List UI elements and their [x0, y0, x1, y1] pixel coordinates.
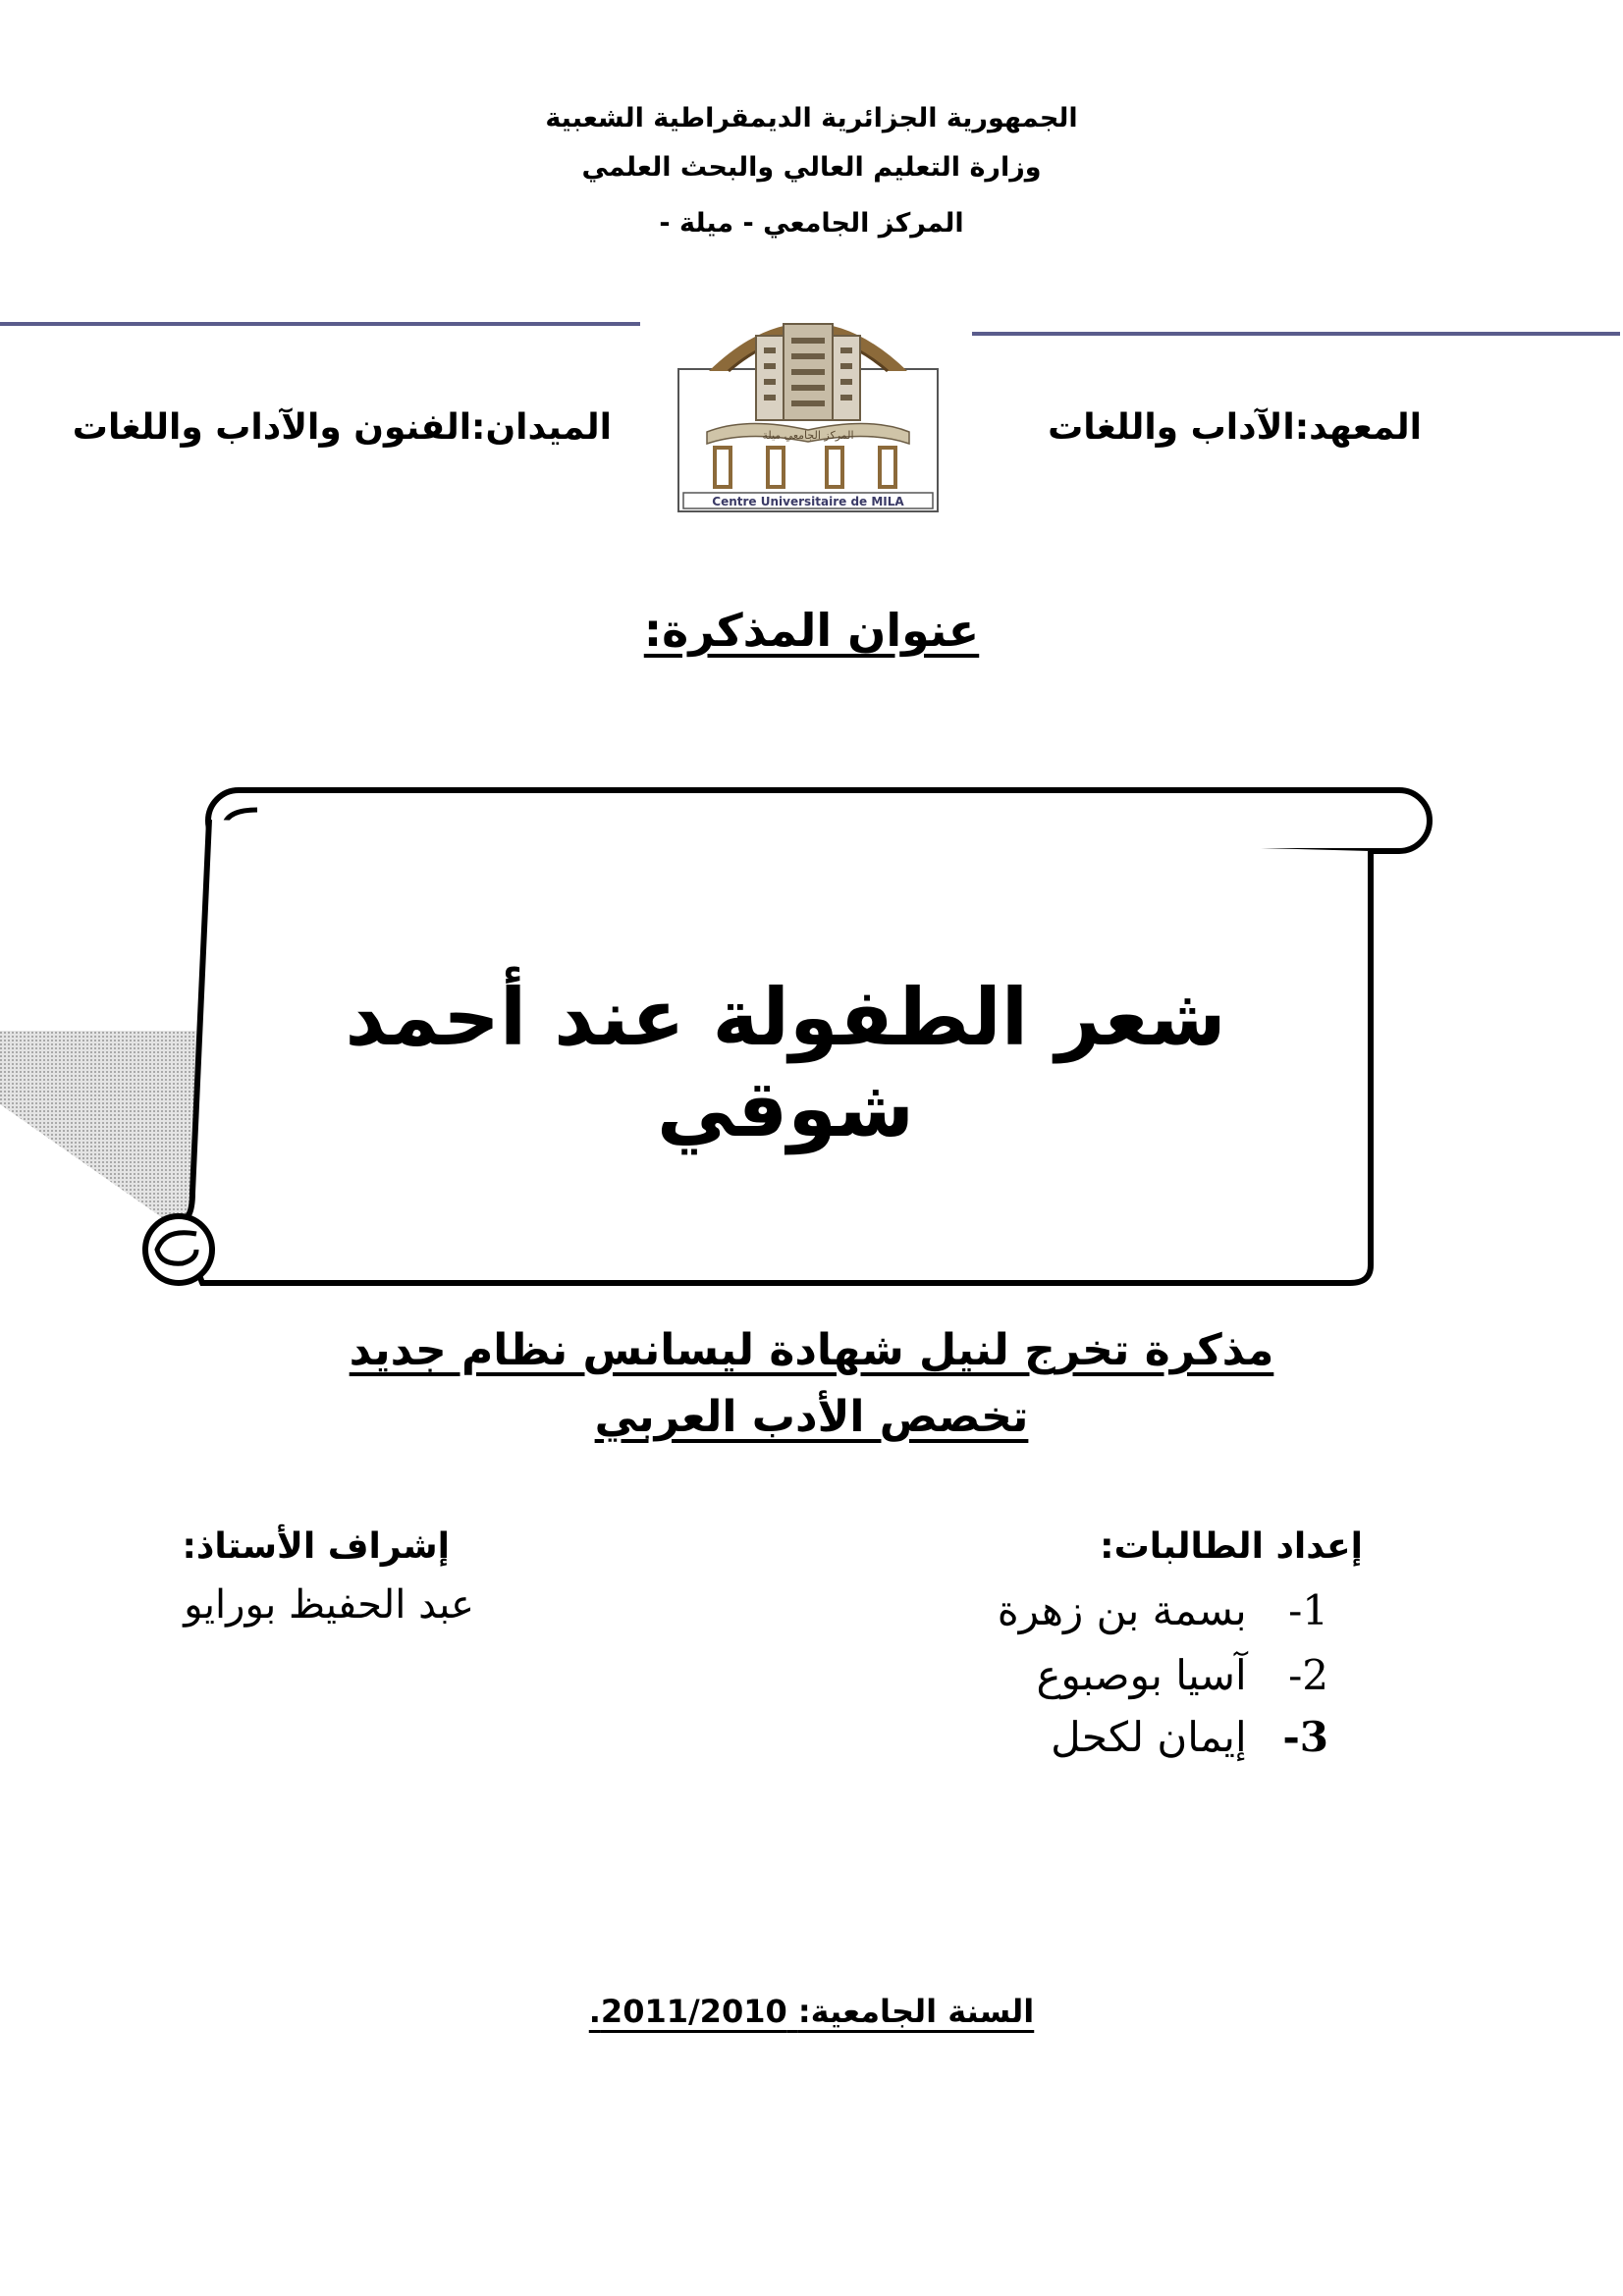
institute-label: المعهد:الآداب واللغات — [1048, 407, 1422, 448]
students-heading: إعداد الطالبات: — [1100, 1526, 1363, 1567]
header-ministry: وزارة التعليم العالي والبحث العلمي — [581, 152, 1042, 183]
thesis-title: شعر الطفولة عند أحمد شوقي — [345, 972, 1226, 1154]
scroll-shadow — [0, 1031, 196, 1242]
header-center: المركز الجامعي - ميلة - — [659, 208, 964, 239]
student-number: 3- — [1282, 1713, 1328, 1761]
student-number: 2- — [1288, 1651, 1328, 1699]
student-number: 1- — [1288, 1586, 1328, 1634]
header-republic: الجمهورية الجزائرية الديمقراطية الشعبية — [545, 103, 1078, 133]
memo-title-label: عنوان المذكرة: — [643, 604, 980, 657]
degree-line-2: تخصص الأدب العربي — [594, 1392, 1029, 1442]
academic-year — [0, 1993, 1623, 2030]
academic-year-value: 2011/2010. — [588, 1993, 787, 2030]
student-name: بسمة بن زهرة — [997, 1586, 1247, 1634]
degree-line-1: مذكرة تخرج لنيل شهادة ليسانس نظام جديد — [349, 1325, 1274, 1375]
logo-caption: Centre Universitaire de MILA — [712, 495, 904, 508]
student-item — [998, 1586, 1328, 1634]
header-rule-left — [0, 322, 640, 326]
supervisor-heading: إشراف الأستاذ: — [182, 1526, 450, 1567]
supervisor-name: عبد الحفيظ بورايو — [184, 1582, 474, 1628]
student-name: إيمان لكحل — [1051, 1713, 1247, 1761]
student-item — [1051, 1713, 1328, 1761]
header-rule-right — [972, 332, 1620, 336]
university-logo — [677, 294, 939, 512]
academic-year-label: السنة الجامعية: — [797, 1993, 1035, 2030]
student-item — [1036, 1651, 1328, 1699]
field-label: الميدان:الفنون والآداب واللغات — [72, 407, 612, 448]
student-name: آسيا بوصبوع — [1036, 1651, 1247, 1699]
logo-arabic-caption: المركز الجامعي ميلة — [762, 429, 854, 442]
